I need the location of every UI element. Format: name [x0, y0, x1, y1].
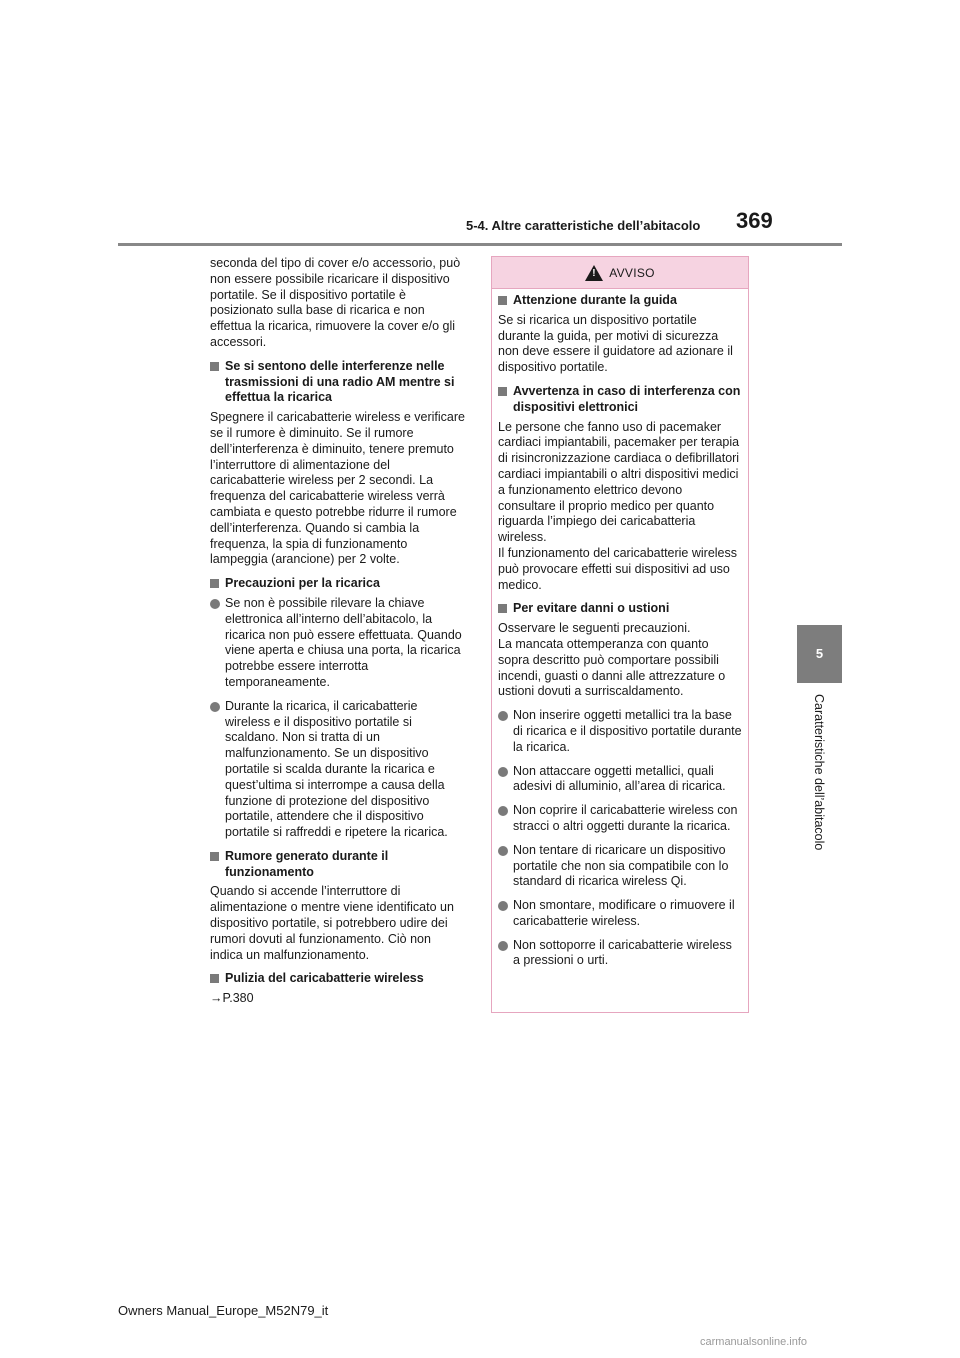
- circle-bullet-icon: [498, 901, 508, 911]
- list-item: [498, 764, 742, 796]
- section-heading: [210, 971, 466, 987]
- section-heading: [210, 576, 466, 592]
- warning-body: [498, 293, 742, 977]
- heading-text: Avvertenza in caso di interferenza con dispositivi elettronici: [513, 383, 741, 414]
- circle-bullet-icon: [210, 702, 220, 712]
- square-bullet-icon: [498, 604, 507, 613]
- watermark: carmanualsonline.info: [700, 1336, 808, 1348]
- warning-triangle-icon: !: [585, 265, 603, 281]
- warning-header: [492, 257, 748, 289]
- heading-text: Pulizia del caricabatterie wireless: [225, 971, 424, 986]
- circle-bullet-icon: [498, 711, 508, 721]
- page-number: 369: [736, 208, 773, 233]
- circle-bullet-icon: [210, 599, 220, 609]
- heading-text: Precauzioni per la ricarica: [225, 576, 380, 591]
- paragraph-line: Il funzionamento del caricabatterie wireless può provocare effetti sui dispositivi ad uso medico.: [498, 545, 738, 592]
- list-item: [498, 708, 742, 755]
- list-item: [498, 898, 742, 930]
- paragraph-line: Le persone che fanno uso di pacemaker cardiaci impiantabili, pacemaker per terapia di risincronizzazione cardiaca o defibrillatori cardiaci impiantabili o altri dispositivi medici a funzionamento elettrico devono consultare il proprio medico per quanto riguarda l’impiego dei caricabatteria wireless.: [498, 419, 740, 545]
- chapter-label-text: Caratteristiche dell’abitacolo: [812, 694, 826, 851]
- list-item-text: Non coprire il caricabatterie wireless con stracci o altri oggetti durante la ricarica.: [513, 803, 738, 833]
- list-item-text: Non sottoporre il caricabatterie wireless a pressioni o urti.: [513, 937, 732, 968]
- paragraph: [498, 420, 742, 594]
- square-bullet-icon: [498, 296, 507, 305]
- circle-bullet-icon: [498, 846, 508, 856]
- circle-bullet-icon: [498, 806, 508, 816]
- list-item-text: Se non è possibile rilevare la chiave elettronica all’interno dell’abitacolo, la ricarica non può essere effettuata. Quando viene aperta e chiusa una porta, la ricarica potrebbe essere interrotta temporaneamente.: [225, 595, 462, 689]
- paragraph: [498, 621, 742, 700]
- paragraph: Spegnere il caricabatterie wireless e verificare se il rumore è diminuito. Se il rumore dell’interferenza è diminuito, tenere premuto l’interruttore di alimentazione del caricabatterie wireless per 2 secondi. La frequenza del caricabatterie wireless verrà cambiata e questo potrebbe ridurre il rumore dell’interferenza. Quando si cambia la frequenza, la spia di funzionamento lampeggia (arancione) per 2 volte.: [210, 410, 465, 567]
- section-title: 5-4. Altre caratteristiche dell’abitacolo: [466, 218, 701, 233]
- paragraph-line: Osservare le seguenti precauzioni.: [498, 621, 691, 636]
- list-item-text: Durante la ricarica, il caricabatterie wireless e il dispositivo portatile si scaldano. Non si tratta di un malfunzionamento. Se un dispositivo portatile si scalda durante la ricarica e quest’ultima si interrompe a causa della funzione di protezione del dispositivo portatile, attendere che il dispositivo portatile si raffreddi e ripetere la ricarica.: [225, 698, 448, 840]
- list-item-text: Non attaccare oggetti metallici, quali adesivi di alluminio, all’area di ricarica.: [513, 763, 726, 794]
- document-name: Owners Manual_Europe_M52N79_it: [118, 1303, 329, 1318]
- circle-bullet-icon: [498, 941, 508, 951]
- square-bullet-icon: [210, 852, 219, 861]
- left-column: [210, 256, 466, 1015]
- header-rule: [118, 243, 842, 246]
- heading-text: Per evitare danni o ustioni: [513, 601, 670, 616]
- circle-bullet-icon: [498, 767, 508, 777]
- page-reference-link[interactable]: →P.380: [210, 991, 254, 1006]
- paragraph: Se si ricarica un dispositivo portatile durante la guida, per motivi di sicurezza non deve essere il guidatore ad azionare il dispositivo portatile.: [498, 312, 733, 375]
- warning-box: [491, 256, 749, 1013]
- square-bullet-icon: [210, 362, 219, 371]
- chapter-tab: 5: [797, 625, 842, 683]
- section-heading: [210, 849, 466, 881]
- list-item: [210, 596, 466, 691]
- paragraph-line: La mancata ottemperanza con quanto sopra descritto può comportare possibili incendi, guasti o danni alle attrezzature o ustioni dovuti a surriscaldamento.: [498, 636, 726, 699]
- list-item: [498, 843, 742, 890]
- chapter-label: [808, 694, 828, 864]
- warning-heading: [498, 601, 742, 617]
- list-item-text: Non smontare, modificare o rimuovere il caricabatterie wireless.: [513, 898, 735, 928]
- square-bullet-icon: [498, 387, 507, 396]
- square-bullet-icon: [210, 974, 219, 983]
- heading-text: Rumore generato durante il funzionamento: [225, 848, 389, 879]
- warning-heading: [498, 384, 742, 416]
- paragraph: Quando si accende l’interruttore di alimentazione o mentre viene identificato un dispositivo portatile, si potrebbero udire dei rumori dovuti al funzionamento. Ciò non indica un malfunzionamento.: [210, 884, 454, 962]
- intro-paragraph: seconda del tipo di cover e/o accessorio, può non essere possibile ricaricare il dispositivo portatile. Se il dispositivo portatile è posizionato sulla base di ricarica e non effettua la ricarica, rimuovere la cover e/o gli accessori.: [210, 256, 461, 349]
- list-item: [498, 938, 742, 970]
- list-item: [498, 803, 742, 835]
- heading-text: Se si sentono delle interferenze nelle trasmissioni di una radio AM mentre si effettua la ricarica: [225, 358, 455, 405]
- warning-heading: [498, 293, 742, 309]
- heading-text: Attenzione durante la guida: [513, 293, 677, 307]
- square-bullet-icon: [210, 579, 219, 588]
- section-heading: [210, 359, 466, 406]
- list-item-text: Non tentare di ricaricare un dispositivo portatile che non sia compatibile con lo standard di ricarica wireless Qi.: [513, 842, 729, 889]
- list-item-text: Non inserire oggetti metallici tra la base di ricarica e il dispositivo portatile durante la ricarica.: [513, 708, 742, 754]
- warning-title: AVVISO: [609, 265, 655, 280]
- list-item: [210, 699, 466, 841]
